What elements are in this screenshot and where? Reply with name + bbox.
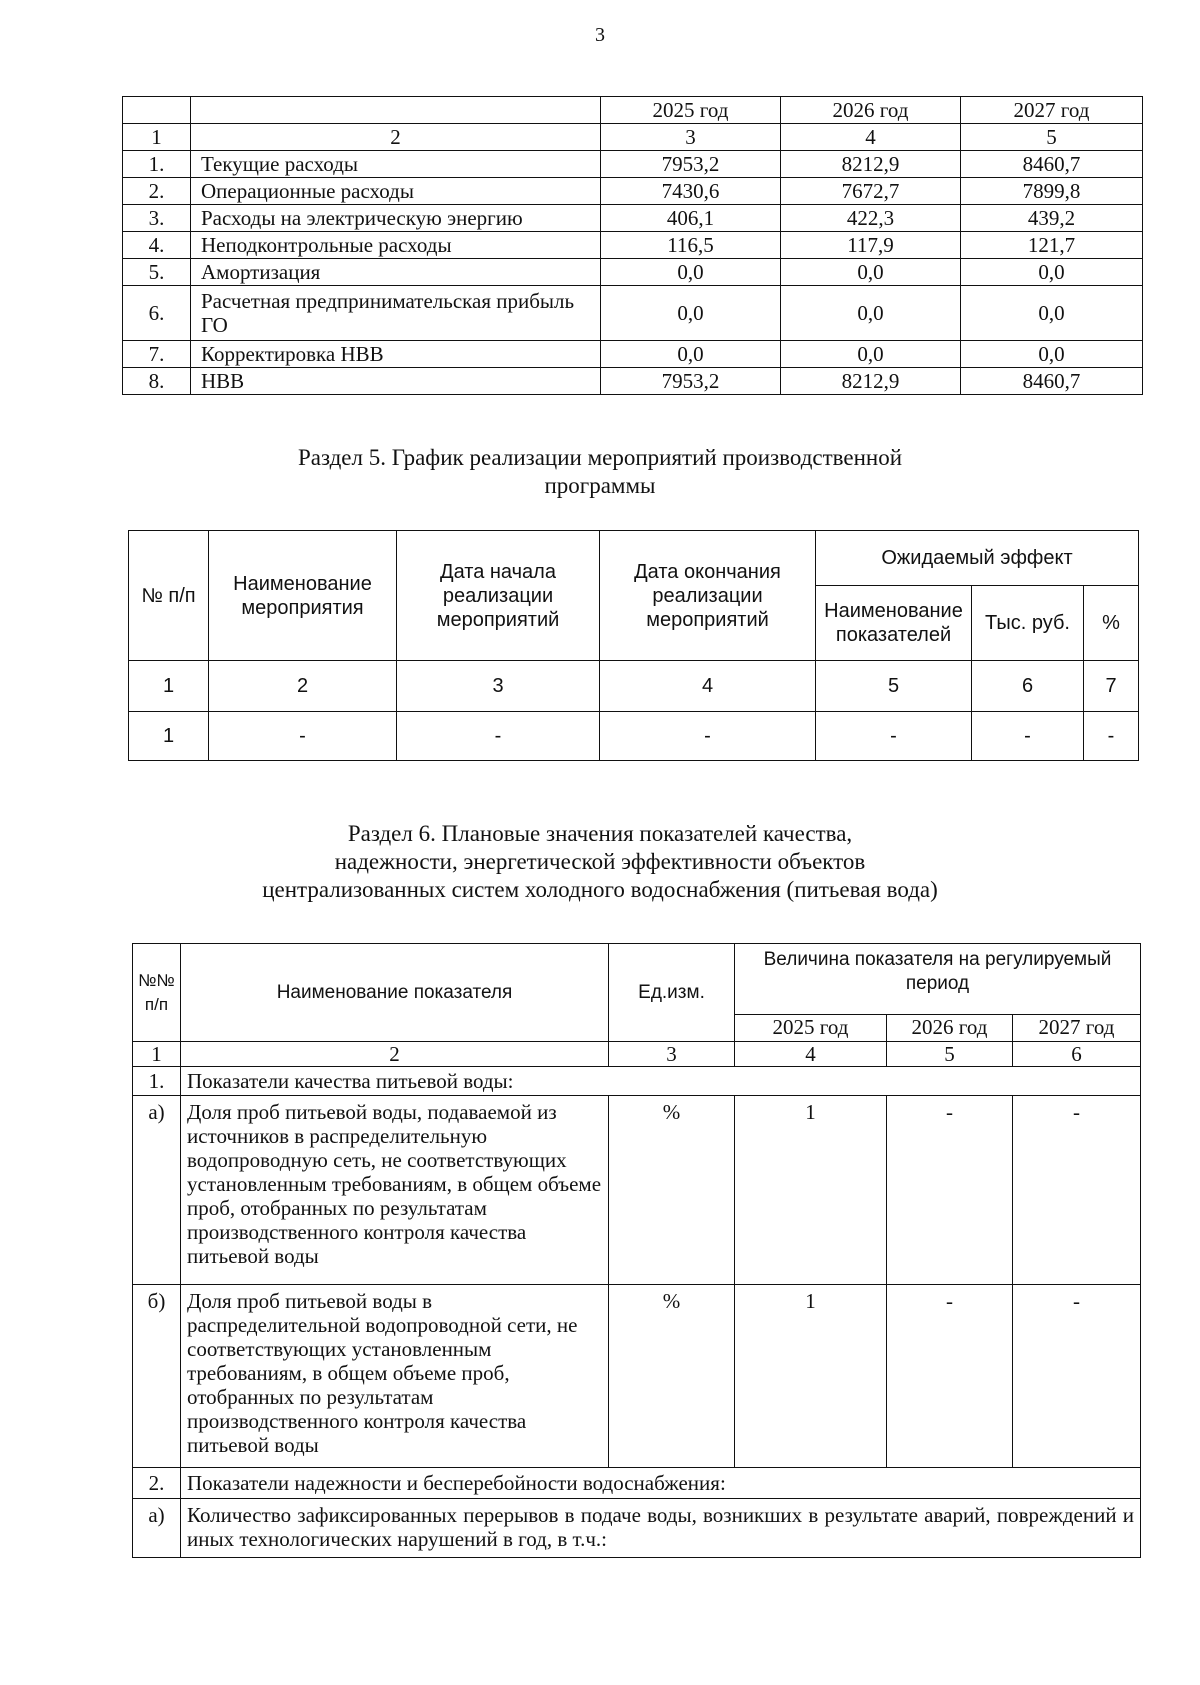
page-number: 3 xyxy=(595,24,605,46)
row-unit: % xyxy=(609,1285,735,1468)
value-2026: 0,0 xyxy=(781,341,961,368)
column-number: 3 xyxy=(609,1042,735,1067)
row-name: Операционные расходы xyxy=(191,178,601,205)
row-number: 6. xyxy=(123,286,191,341)
table-cell: - xyxy=(816,712,972,761)
budget-table xyxy=(122,96,1143,395)
table-row xyxy=(123,341,1143,368)
table-row xyxy=(123,151,1143,178)
table-header-row xyxy=(123,97,1143,124)
header-cell: 2026 год xyxy=(781,97,961,124)
value-2027: 8460,7 xyxy=(961,368,1143,395)
row-number: 3. xyxy=(123,205,191,232)
section6-title-line2: надежности, энергетической эффективности объектов xyxy=(334,849,866,874)
quality-indicators-table xyxy=(132,943,1141,1558)
column-number: 1 xyxy=(133,1042,181,1067)
value-2026: - xyxy=(887,1285,1013,1468)
row-name: Амортизация xyxy=(191,259,601,286)
row-unit: % xyxy=(609,1096,735,1285)
value-2027: 7899,8 xyxy=(961,178,1143,205)
table-row xyxy=(123,232,1143,259)
header-cell xyxy=(191,97,601,124)
group-title: Показатели качества питьевой воды: xyxy=(181,1067,1141,1096)
group-number: 2. xyxy=(133,1468,181,1499)
column-number: 6 xyxy=(1013,1042,1141,1067)
column-number: 5 xyxy=(961,124,1143,151)
table-cell: - xyxy=(397,712,600,761)
value-2027: - xyxy=(1013,1096,1141,1285)
value-2027: 0,0 xyxy=(961,259,1143,286)
column-number: 4 xyxy=(600,661,816,712)
table-row xyxy=(133,1096,1141,1285)
header-2027: 2027 год xyxy=(1013,1015,1141,1042)
header-start: Дата начала реализации мероприятий xyxy=(397,531,600,661)
table-row xyxy=(133,1285,1141,1468)
row-number: 1. xyxy=(123,151,191,178)
schedule-table xyxy=(128,530,1139,761)
table-cell: - xyxy=(1084,712,1139,761)
row-number: б) xyxy=(133,1285,181,1468)
row-number: 7. xyxy=(123,341,191,368)
column-number: 4 xyxy=(735,1042,887,1067)
header-name: Наименование мероприятия xyxy=(209,531,397,661)
table-row xyxy=(123,368,1143,395)
column-number: 5 xyxy=(887,1042,1013,1067)
group-row xyxy=(133,1067,1141,1096)
row-name: Доля проб питьевой воды, подаваемой из источников в распределительную водопроводную сеть, не соответствующих установленным требованиям, в общем объеме проб, отобранных по результатам производственного контроля качества питьевой воды xyxy=(181,1096,609,1285)
header-value: Величина показателя на регулируемый период xyxy=(735,944,1141,1015)
column-number-row xyxy=(123,124,1143,151)
table-row xyxy=(133,1499,1141,1558)
column-number: 1 xyxy=(123,124,191,151)
row-number: а) xyxy=(133,1499,181,1558)
row-name: Корректировка НВВ xyxy=(191,341,601,368)
column-number: 2 xyxy=(181,1042,609,1067)
header-2026: 2026 год xyxy=(887,1015,1013,1042)
header-cell: 2025 год xyxy=(601,97,781,124)
value-2027: 439,2 xyxy=(961,205,1143,232)
value-2026: 8212,9 xyxy=(781,151,961,178)
column-number: 2 xyxy=(191,124,601,151)
value-2025: 116,5 xyxy=(601,232,781,259)
value-2026: 117,9 xyxy=(781,232,961,259)
row-number: 4. xyxy=(123,232,191,259)
row-name: Доля проб питьевой воды в распределительной водопроводной сети, не соответствующих установленным требованиям, в общем объеме проб, отобранных по результатам производственного контроля качества питьевой воды xyxy=(181,1285,609,1468)
value-2025: 406,1 xyxy=(601,205,781,232)
header-num: №№ п/п xyxy=(133,944,181,1042)
column-number-row xyxy=(133,1042,1141,1067)
row-name: Неподконтрольные расходы xyxy=(191,232,601,259)
section5-title xyxy=(0,444,1200,500)
section5-title-line1: Раздел 5. График реализации мероприятий производственной xyxy=(297,445,903,470)
column-number: 3 xyxy=(601,124,781,151)
header-indicator: Наименование показателей xyxy=(816,586,972,661)
header-cell: 2027 год xyxy=(961,97,1143,124)
value-2025: 1 xyxy=(735,1285,887,1468)
table-row xyxy=(123,259,1143,286)
table-row xyxy=(123,286,1143,341)
column-number: 3 xyxy=(397,661,600,712)
row-name: Текущие расходы xyxy=(191,151,601,178)
header-unit: Ед.изм. xyxy=(609,944,735,1042)
value-2025: 7953,2 xyxy=(601,368,781,395)
value-2026: 8212,9 xyxy=(781,368,961,395)
header-num: № п/п xyxy=(129,531,209,661)
section6-title-line1: Раздел 6. Плановые значения показателей качества, xyxy=(347,821,853,846)
row-number: 8. xyxy=(123,368,191,395)
column-number: 1 xyxy=(129,661,209,712)
value-2027: 8460,7 xyxy=(961,151,1143,178)
column-number: 6 xyxy=(972,661,1084,712)
table-cell: - xyxy=(600,712,816,761)
row-name: Расходы на электрическую энергию xyxy=(191,205,601,232)
value-2025: 7953,2 xyxy=(601,151,781,178)
table-row xyxy=(123,178,1143,205)
table-row xyxy=(129,712,1139,761)
header-2025: 2025 год xyxy=(735,1015,887,1042)
row-number: 2. xyxy=(123,178,191,205)
header-percent: % xyxy=(1084,586,1139,661)
column-number: 7 xyxy=(1084,661,1139,712)
column-number: 5 xyxy=(816,661,972,712)
header-cell xyxy=(123,97,191,124)
value-2027: - xyxy=(1013,1285,1141,1468)
value-2025: 1 xyxy=(735,1096,887,1285)
section6-title-line3: централизованных систем холодного водоснабжения (питьевая вода) xyxy=(262,877,938,902)
header-name: Наименование показателя xyxy=(181,944,609,1042)
section6-title xyxy=(0,820,1200,904)
row-name: Расчетная предпринимательская прибыль ГО xyxy=(191,286,601,341)
row-number: а) xyxy=(133,1096,181,1285)
column-number: 4 xyxy=(781,124,961,151)
value-2025: 0,0 xyxy=(601,286,781,341)
value-2026: 0,0 xyxy=(781,259,961,286)
header-end: Дата окончания реализации мероприятий xyxy=(600,531,816,661)
column-number: 2 xyxy=(209,661,397,712)
table-cell: - xyxy=(972,712,1084,761)
value-2026: 7672,7 xyxy=(781,178,961,205)
header-effect: Ожидаемый эффект xyxy=(816,531,1139,586)
table-header-row xyxy=(133,944,1141,1015)
row-number: 5. xyxy=(123,259,191,286)
column-number-row xyxy=(129,661,1139,712)
table-row xyxy=(123,205,1143,232)
row-name: Количество зафиксированных перерывов в подаче воды, возникших в результате аварий, повреждений и иных технологических нарушений в год, в т.ч.: xyxy=(181,1499,1141,1558)
value-2025: 0,0 xyxy=(601,259,781,286)
header-thousand-rub: Тыс. руб. xyxy=(972,586,1084,661)
group-title: Показатели надежности и бесперебойности водоснабжения: xyxy=(181,1468,1141,1499)
group-row xyxy=(133,1468,1141,1499)
row-name: НВВ xyxy=(191,368,601,395)
section5-title-line2: программы xyxy=(544,473,656,498)
value-2026: 0,0 xyxy=(781,286,961,341)
value-2025: 7430,6 xyxy=(601,178,781,205)
value-2026: - xyxy=(887,1096,1013,1285)
table-cell: - xyxy=(209,712,397,761)
value-2027: 0,0 xyxy=(961,341,1143,368)
table-header-row xyxy=(129,531,1139,586)
table-cell: 1 xyxy=(129,712,209,761)
value-2025: 0,0 xyxy=(601,341,781,368)
value-2027: 121,7 xyxy=(961,232,1143,259)
value-2026: 422,3 xyxy=(781,205,961,232)
group-number: 1. xyxy=(133,1067,181,1096)
value-2027: 0,0 xyxy=(961,286,1143,341)
